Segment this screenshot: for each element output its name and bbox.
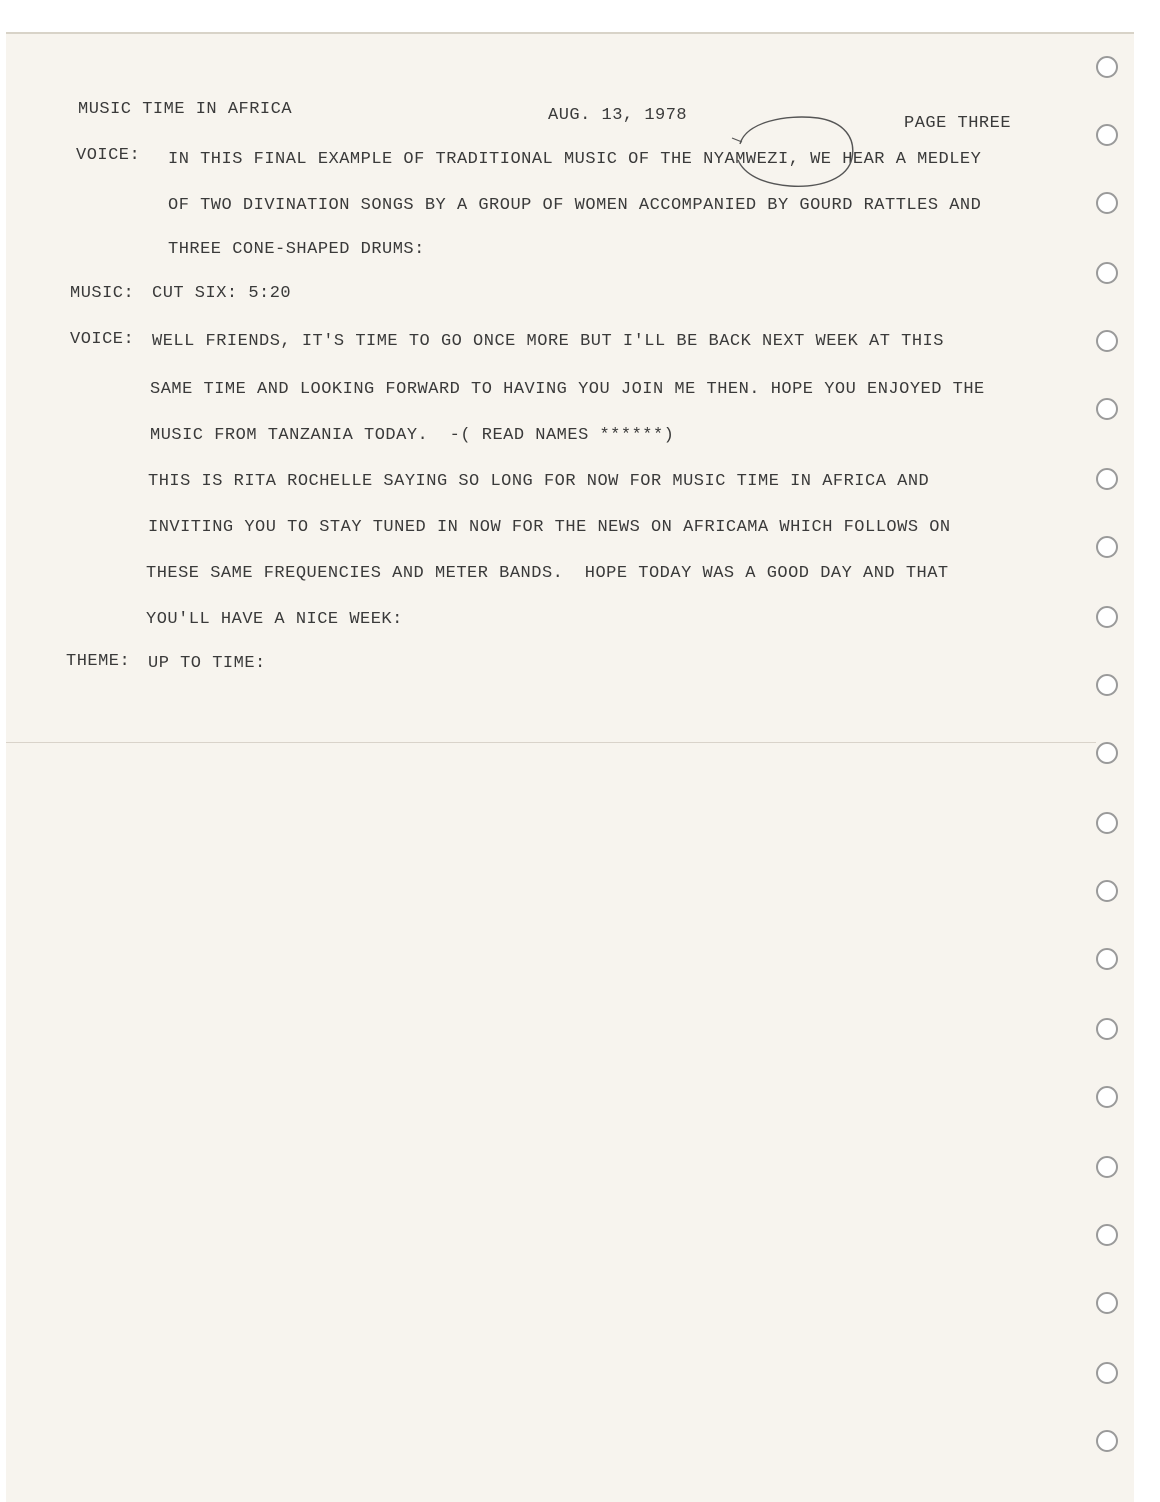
feed-hole <box>1096 812 1118 834</box>
feed-hole <box>1096 742 1118 764</box>
feed-hole <box>1096 606 1118 628</box>
feed-hole <box>1096 1224 1118 1246</box>
script-line: MUSIC FROM TANZANIA TODAY. -( READ NAMES ******) <box>150 426 675 445</box>
script-line: SAME TIME AND LOOKING FORWARD TO HAVING YOU JOIN ME THEN. HOPE YOU ENJOYED THE <box>150 380 985 399</box>
script-line: THESE SAME FREQUENCIES AND METER BANDS. HOPE TODAY WAS A GOOD DAY AND THAT <box>146 564 949 583</box>
script-line: THIS IS RITA ROCHELLE SAYING SO LONG FOR NOW FOR MUSIC TIME IN AFRICA AND <box>148 472 930 491</box>
cue-label: MUSIC: <box>70 284 135 303</box>
script-line: CUT SIX: 5:20 <box>152 284 292 303</box>
script-line: OF TWO DIVINATION SONGS BY A GROUP OF WOMEN ACCOMPANIED BY GOURD RATTLES AND <box>168 196 982 215</box>
feed-hole <box>1096 1018 1118 1040</box>
feed-hole <box>1096 1430 1118 1452</box>
feed-hole <box>1096 948 1118 970</box>
cue-label: THEME: <box>66 652 131 671</box>
script-line: WELL FRIENDS, IT'S TIME TO GO ONCE MORE BUT I'LL BE BACK NEXT WEEK AT THIS <box>152 332 944 351</box>
script-line: IN THIS FINAL EXAMPLE OF TRADITIONAL MUSIC OF THE NYAMWEZI, WE HEAR A MEDLEY <box>168 150 982 169</box>
feed-hole <box>1096 262 1118 284</box>
feed-hole <box>1096 880 1118 902</box>
feed-hole <box>1096 330 1118 352</box>
program-title: MUSIC TIME IN AFRICA <box>78 100 293 119</box>
feed-hole <box>1096 1156 1118 1178</box>
broadcast-date: AUG. 13, 1978 <box>548 106 688 125</box>
feed-hole <box>1096 56 1118 78</box>
feed-hole <box>1096 192 1118 214</box>
feed-hole <box>1096 124 1118 146</box>
ink-circle-annotation <box>726 108 866 198</box>
paper-fold <box>6 742 1096 743</box>
cue-label: VOICE: <box>76 146 141 165</box>
script-line: THREE CONE-SHAPED DRUMS: <box>168 240 425 259</box>
cue-label: VOICE: <box>70 330 135 349</box>
feed-hole <box>1096 1292 1118 1314</box>
feed-hole <box>1096 536 1118 558</box>
feed-hole <box>1096 1086 1118 1108</box>
script-line: UP TO TIME: <box>148 654 266 673</box>
script-line: INVITING YOU TO STAY TUNED IN NOW FOR THE NEWS ON AFRICAMA WHICH FOLLOWS ON <box>148 518 951 537</box>
script-line: YOU'LL HAVE A NICE WEEK: <box>146 610 403 629</box>
feed-hole <box>1096 398 1118 420</box>
feed-hole <box>1096 674 1118 696</box>
feed-hole <box>1096 468 1118 490</box>
page-number: PAGE THREE <box>904 114 1012 133</box>
feed-hole <box>1096 1362 1118 1384</box>
